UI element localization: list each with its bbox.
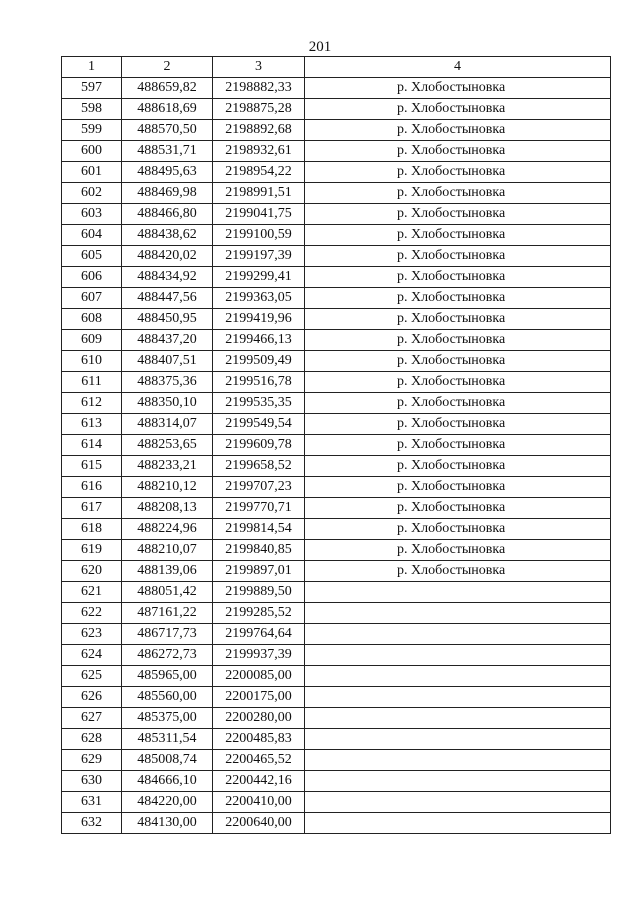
x-coordinate-cell: 487161,22	[122, 603, 213, 624]
description-cell: р. Хлобостыновка	[305, 120, 611, 141]
point-number-cell: 600	[62, 141, 122, 162]
point-number-cell: 616	[62, 477, 122, 498]
description-cell: р. Хлобостыновка	[305, 204, 611, 225]
y-coordinate-cell: 2199549,54	[213, 414, 305, 435]
table-row	[62, 204, 611, 225]
y-coordinate-cell: 2199419,96	[213, 309, 305, 330]
point-number-cell: 621	[62, 582, 122, 603]
y-coordinate-cell: 2199041,75	[213, 204, 305, 225]
table-row	[62, 771, 611, 792]
x-coordinate-cell: 485311,54	[122, 729, 213, 750]
x-coordinate-cell: 488434,92	[122, 267, 213, 288]
description-cell: р. Хлобостыновка	[305, 225, 611, 246]
table-row	[62, 414, 611, 435]
x-coordinate-cell: 488570,50	[122, 120, 213, 141]
x-coordinate-cell: 488233,21	[122, 456, 213, 477]
description-cell	[305, 624, 611, 645]
table-row	[62, 687, 611, 708]
description-cell	[305, 645, 611, 666]
coordinates-table	[61, 56, 611, 834]
point-number-cell: 626	[62, 687, 122, 708]
table-row	[62, 225, 611, 246]
table-body	[62, 57, 611, 834]
description-cell	[305, 813, 611, 834]
point-number-cell: 601	[62, 162, 122, 183]
table-row	[62, 498, 611, 519]
x-coordinate-cell: 488375,36	[122, 372, 213, 393]
description-cell	[305, 729, 611, 750]
y-coordinate-cell: 2199889,50	[213, 582, 305, 603]
y-coordinate-cell: 2198875,28	[213, 99, 305, 120]
x-coordinate-cell: 488051,42	[122, 582, 213, 603]
table-row	[62, 813, 611, 834]
y-coordinate-cell: 2199100,59	[213, 225, 305, 246]
y-coordinate-cell: 2200485,83	[213, 729, 305, 750]
page-number: 201	[308, 39, 332, 55]
y-coordinate-cell: 2199535,35	[213, 393, 305, 414]
table-row	[62, 561, 611, 582]
x-coordinate-cell: 488210,12	[122, 477, 213, 498]
description-cell	[305, 750, 611, 771]
point-number-cell: 623	[62, 624, 122, 645]
description-cell	[305, 792, 611, 813]
description-cell: р. Хлобостыновка	[305, 372, 611, 393]
column-header-1: 1	[62, 57, 122, 78]
description-cell: р. Хлобостыновка	[305, 183, 611, 204]
y-coordinate-cell: 2199658,52	[213, 456, 305, 477]
description-cell: р. Хлобостыновка	[305, 309, 611, 330]
x-coordinate-cell: 488407,51	[122, 351, 213, 372]
y-coordinate-cell: 2200640,00	[213, 813, 305, 834]
description-cell: р. Хлобостыновка	[305, 162, 611, 183]
y-coordinate-cell: 2199609,78	[213, 435, 305, 456]
x-coordinate-cell: 484220,00	[122, 792, 213, 813]
point-number-cell: 612	[62, 393, 122, 414]
y-coordinate-cell: 2199707,23	[213, 477, 305, 498]
y-coordinate-cell: 2199516,78	[213, 372, 305, 393]
description-cell	[305, 771, 611, 792]
x-coordinate-cell: 488253,65	[122, 435, 213, 456]
table-row	[62, 330, 611, 351]
description-cell: р. Хлобостыновка	[305, 351, 611, 372]
table-row	[62, 645, 611, 666]
x-coordinate-cell: 488450,95	[122, 309, 213, 330]
y-coordinate-cell: 2199197,39	[213, 246, 305, 267]
point-number-cell: 599	[62, 120, 122, 141]
point-number-cell: 620	[62, 561, 122, 582]
description-cell	[305, 687, 611, 708]
y-coordinate-cell: 2198954,22	[213, 162, 305, 183]
table-row	[62, 603, 611, 624]
point-number-cell: 618	[62, 519, 122, 540]
y-coordinate-cell: 2199770,71	[213, 498, 305, 519]
table-row	[62, 708, 611, 729]
table-row	[62, 78, 611, 99]
table-row	[62, 309, 611, 330]
description-cell: р. Хлобостыновка	[305, 330, 611, 351]
x-coordinate-cell: 488495,63	[122, 162, 213, 183]
y-coordinate-cell: 2198892,68	[213, 120, 305, 141]
point-number-cell: 619	[62, 540, 122, 561]
description-cell	[305, 708, 611, 729]
point-number-cell: 632	[62, 813, 122, 834]
table-row	[62, 792, 611, 813]
table-row	[62, 372, 611, 393]
y-coordinate-cell: 2200442,16	[213, 771, 305, 792]
point-number-cell: 631	[62, 792, 122, 813]
x-coordinate-cell: 485008,74	[122, 750, 213, 771]
table-row	[62, 141, 611, 162]
point-number-cell: 598	[62, 99, 122, 120]
y-coordinate-cell: 2200175,00	[213, 687, 305, 708]
description-cell: р. Хлобостыновка	[305, 78, 611, 99]
description-cell: р. Хлобостыновка	[305, 141, 611, 162]
table-row	[62, 267, 611, 288]
y-coordinate-cell: 2198932,61	[213, 141, 305, 162]
y-coordinate-cell: 2198991,51	[213, 183, 305, 204]
description-cell: р. Хлобостыновка	[305, 477, 611, 498]
point-number-cell: 597	[62, 78, 122, 99]
x-coordinate-cell: 488210,07	[122, 540, 213, 561]
x-coordinate-cell: 488531,71	[122, 141, 213, 162]
point-number-cell: 617	[62, 498, 122, 519]
x-coordinate-cell: 484130,00	[122, 813, 213, 834]
table-row	[62, 624, 611, 645]
table-row	[62, 162, 611, 183]
description-cell: р. Хлобостыновка	[305, 519, 611, 540]
point-number-cell: 604	[62, 225, 122, 246]
x-coordinate-cell: 486717,73	[122, 624, 213, 645]
y-coordinate-cell: 2199840,85	[213, 540, 305, 561]
x-coordinate-cell: 488469,98	[122, 183, 213, 204]
description-cell: р. Хлобостыновка	[305, 99, 611, 120]
x-coordinate-cell: 488438,62	[122, 225, 213, 246]
column-header-4: 4	[305, 57, 611, 78]
point-number-cell: 622	[62, 603, 122, 624]
description-cell	[305, 603, 611, 624]
x-coordinate-cell: 488350,10	[122, 393, 213, 414]
y-coordinate-cell: 2199897,01	[213, 561, 305, 582]
point-number-cell: 625	[62, 666, 122, 687]
point-number-cell: 615	[62, 456, 122, 477]
table-row	[62, 99, 611, 120]
point-number-cell: 605	[62, 246, 122, 267]
x-coordinate-cell: 488139,06	[122, 561, 213, 582]
table-row	[62, 729, 611, 750]
point-number-cell: 611	[62, 372, 122, 393]
description-cell: р. Хлобостыновка	[305, 456, 611, 477]
x-coordinate-cell: 488437,20	[122, 330, 213, 351]
x-coordinate-cell: 485965,00	[122, 666, 213, 687]
x-coordinate-cell: 485375,00	[122, 708, 213, 729]
x-coordinate-cell: 488447,56	[122, 288, 213, 309]
point-number-cell: 609	[62, 330, 122, 351]
description-cell: р. Хлобостыновка	[305, 435, 611, 456]
y-coordinate-cell: 2199363,05	[213, 288, 305, 309]
y-coordinate-cell: 2199937,39	[213, 645, 305, 666]
column-header-2: 2	[122, 57, 213, 78]
description-cell: р. Хлобостыновка	[305, 393, 611, 414]
y-coordinate-cell: 2200410,00	[213, 792, 305, 813]
description-cell	[305, 666, 611, 687]
x-coordinate-cell: 488224,96	[122, 519, 213, 540]
table-row	[62, 288, 611, 309]
table-row	[62, 582, 611, 603]
table-row	[62, 456, 611, 477]
x-coordinate-cell: 485560,00	[122, 687, 213, 708]
x-coordinate-cell: 488618,69	[122, 99, 213, 120]
point-number-cell: 624	[62, 645, 122, 666]
table-row	[62, 435, 611, 456]
point-number-cell: 607	[62, 288, 122, 309]
point-number-cell: 602	[62, 183, 122, 204]
column-header-3: 3	[213, 57, 305, 78]
y-coordinate-cell: 2198882,33	[213, 78, 305, 99]
table-row	[62, 246, 611, 267]
point-number-cell: 608	[62, 309, 122, 330]
description-cell	[305, 582, 611, 603]
point-number-cell: 630	[62, 771, 122, 792]
description-cell: р. Хлобостыновка	[305, 561, 611, 582]
point-number-cell: 629	[62, 750, 122, 771]
table-row	[62, 540, 611, 561]
y-coordinate-cell: 2199509,49	[213, 351, 305, 372]
x-coordinate-cell: 488208,13	[122, 498, 213, 519]
x-coordinate-cell: 488466,80	[122, 204, 213, 225]
point-number-cell: 610	[62, 351, 122, 372]
x-coordinate-cell: 488314,07	[122, 414, 213, 435]
y-coordinate-cell: 2199466,13	[213, 330, 305, 351]
description-cell: р. Хлобостыновка	[305, 414, 611, 435]
description-cell: р. Хлобостыновка	[305, 498, 611, 519]
y-coordinate-cell: 2199285,52	[213, 603, 305, 624]
point-number-cell: 603	[62, 204, 122, 225]
description-cell: р. Хлобостыновка	[305, 540, 611, 561]
x-coordinate-cell: 484666,10	[122, 771, 213, 792]
y-coordinate-cell: 2199764,64	[213, 624, 305, 645]
description-cell: р. Хлобостыновка	[305, 267, 611, 288]
table-header-row	[62, 57, 611, 78]
point-number-cell: 627	[62, 708, 122, 729]
x-coordinate-cell: 486272,73	[122, 645, 213, 666]
table-row	[62, 750, 611, 771]
table-row	[62, 393, 611, 414]
point-number-cell: 628	[62, 729, 122, 750]
point-number-cell: 606	[62, 267, 122, 288]
description-cell: р. Хлобостыновка	[305, 288, 611, 309]
y-coordinate-cell: 2199299,41	[213, 267, 305, 288]
table-row	[62, 120, 611, 141]
table-row	[62, 477, 611, 498]
table-row	[62, 351, 611, 372]
table-row	[62, 183, 611, 204]
y-coordinate-cell: 2200280,00	[213, 708, 305, 729]
point-number-cell: 613	[62, 414, 122, 435]
y-coordinate-cell: 2200465,52	[213, 750, 305, 771]
point-number-cell: 614	[62, 435, 122, 456]
description-cell: р. Хлобостыновка	[305, 246, 611, 267]
x-coordinate-cell: 488659,82	[122, 78, 213, 99]
table-row	[62, 519, 611, 540]
y-coordinate-cell: 2200085,00	[213, 666, 305, 687]
x-coordinate-cell: 488420,02	[122, 246, 213, 267]
y-coordinate-cell: 2199814,54	[213, 519, 305, 540]
table-row	[62, 666, 611, 687]
